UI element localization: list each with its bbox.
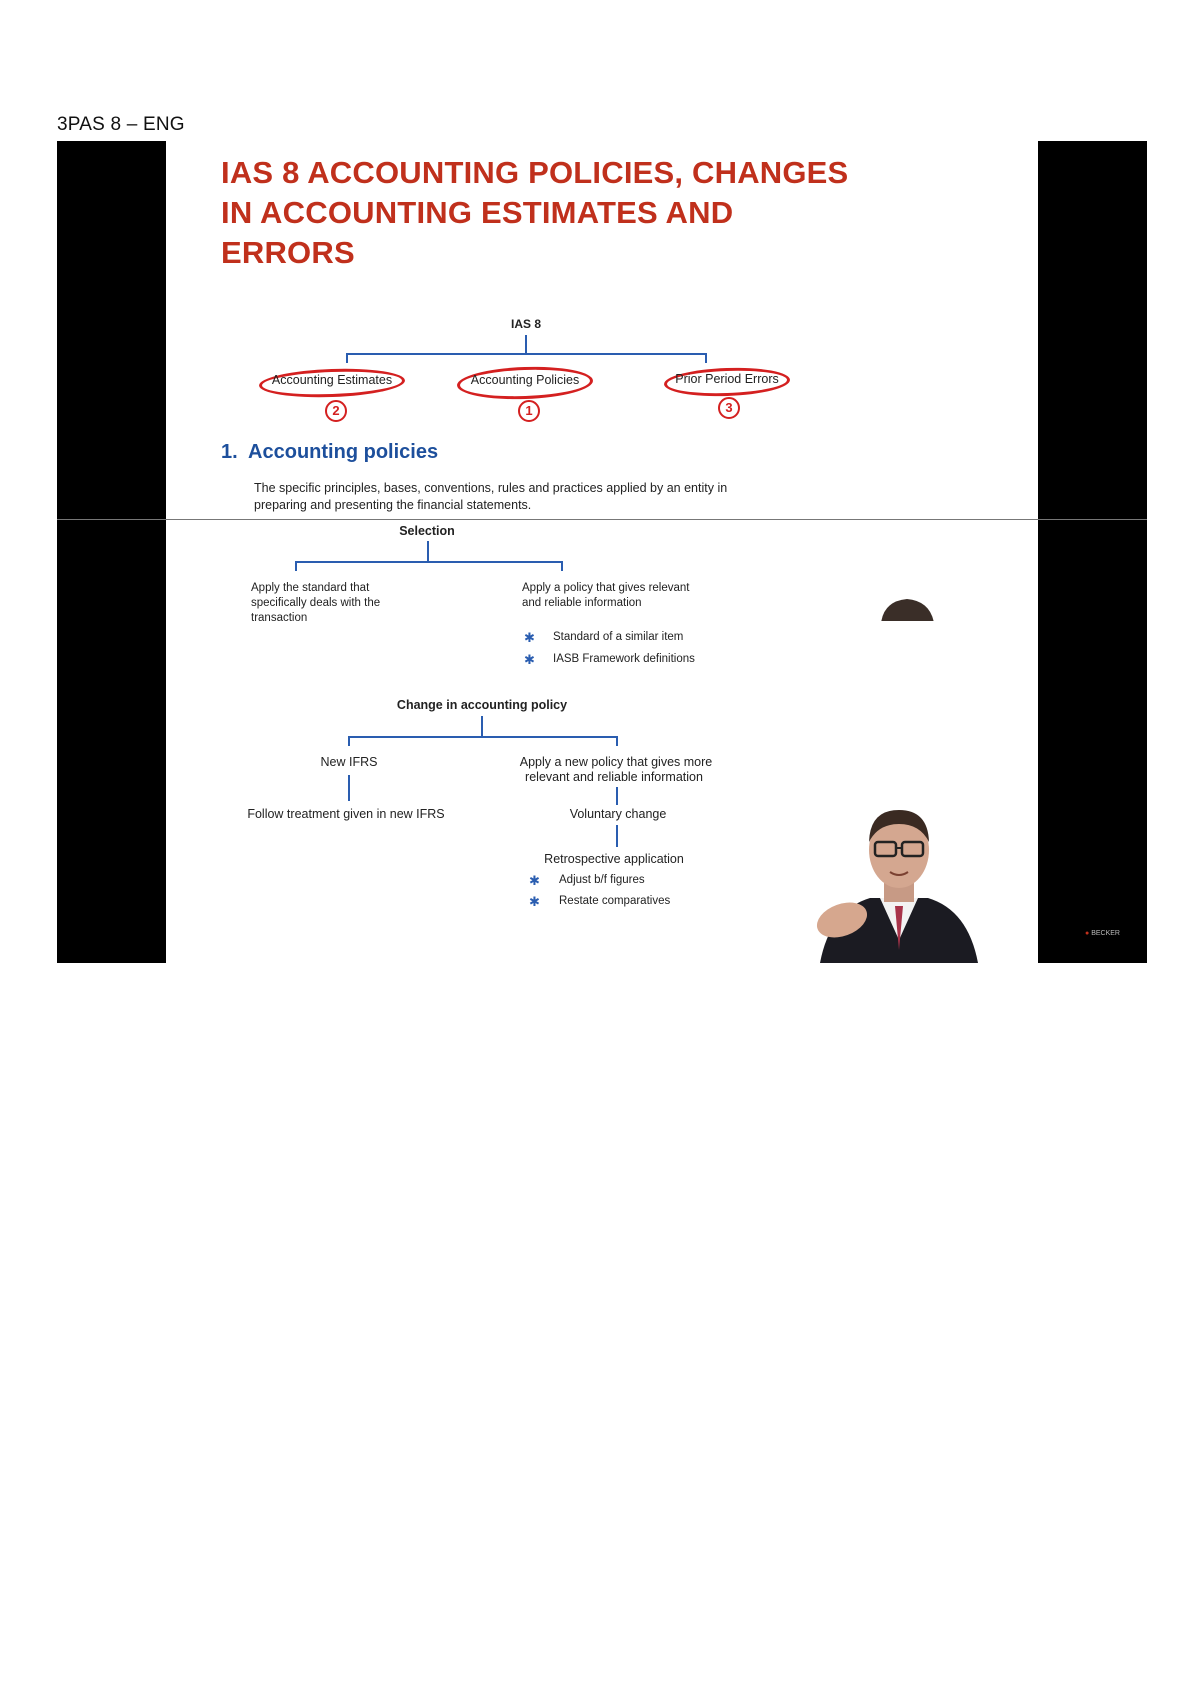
annotation-number: 3	[718, 397, 740, 419]
change-left-label: New IFRS	[320, 755, 378, 769]
selection-bullet-2: IASB Framework definitions	[553, 653, 695, 665]
definition-line-2: preparing and presenting the financial statements.	[254, 498, 532, 512]
video-frame[interactable]	[57, 141, 1147, 963]
voluntary-change: Voluntary change	[569, 807, 667, 821]
branch-accounting-policies: Accounting Policies	[470, 373, 580, 387]
tree-connector	[481, 716, 483, 738]
change-heading: Change in accounting policy	[396, 698, 568, 712]
selection-left-line-3: transaction	[251, 612, 308, 624]
tree-connector	[346, 353, 707, 355]
ias8-root-label: IAS 8	[510, 317, 542, 331]
tree-connector	[295, 561, 297, 571]
change-bullet-2: Restate comparatives	[559, 895, 671, 907]
selection-heading: Selection	[399, 524, 455, 538]
change-left-result: Follow treatment given in new IFRS	[247, 807, 445, 821]
document-header: 3PAS 8 – ENG	[57, 114, 185, 135]
tree-connector	[561, 561, 563, 571]
brand-watermark-text: BECKER	[1091, 930, 1120, 937]
tree-connector	[427, 541, 429, 563]
logo-icon: ●	[1085, 930, 1090, 937]
selection-left-line-1: Apply the standard that	[251, 582, 370, 594]
tree-connector	[346, 353, 348, 363]
selection-bullet-1: Standard of a similar item	[553, 631, 684, 643]
branch-accounting-estimates: Accounting Estimates	[271, 373, 393, 387]
change-right-line-1: Apply a new policy that gives more	[519, 755, 713, 769]
bullet-icon: ✱	[529, 894, 540, 909]
selection-right-line-2: and reliable information	[522, 597, 642, 609]
tree-connector	[616, 787, 618, 805]
slide-title-line-2: IN ACCOUNTING ESTIMATES AND	[221, 195, 734, 230]
tree-connector	[705, 353, 707, 363]
tree-connector	[348, 736, 618, 738]
annotation-number: 1	[518, 400, 540, 422]
tree-connector	[295, 561, 563, 563]
selection-left-line-2: specifically deals with the	[251, 597, 381, 609]
brand-watermark	[1085, 930, 1120, 937]
change-right-line-2: relevant and reliable information	[525, 770, 703, 784]
definition-line-1: The specific principles, bases, conventions, rules and practices applied by an entity in	[254, 481, 728, 495]
branch-prior-period-errors: Prior Period Errors	[675, 372, 779, 386]
presenter-thumbnail	[844, 481, 964, 621]
section-heading: 1. Accounting policies	[221, 441, 439, 463]
presenter-webcam	[800, 790, 997, 963]
bullet-icon: ✱	[524, 652, 535, 667]
tree-connector	[616, 825, 618, 847]
slide-title-line-1: IAS 8 ACCOUNTING POLICIES, CHANGES	[221, 155, 849, 190]
tree-connector	[348, 775, 350, 801]
bullet-icon: ✱	[529, 873, 540, 888]
tree-connector	[525, 335, 527, 355]
slide-title-line-3: ERRORS	[221, 235, 355, 270]
tree-connector	[616, 736, 618, 746]
retrospective-application: Retrospective application	[544, 852, 684, 866]
annotation-number: 2	[325, 400, 347, 422]
tree-connector	[348, 736, 350, 746]
frame-divider	[57, 519, 1147, 520]
selection-right-line-1: Apply a policy that gives relevant	[522, 582, 690, 594]
change-bullet-1: Adjust b/f figures	[559, 874, 645, 886]
bullet-icon: ✱	[524, 630, 535, 645]
